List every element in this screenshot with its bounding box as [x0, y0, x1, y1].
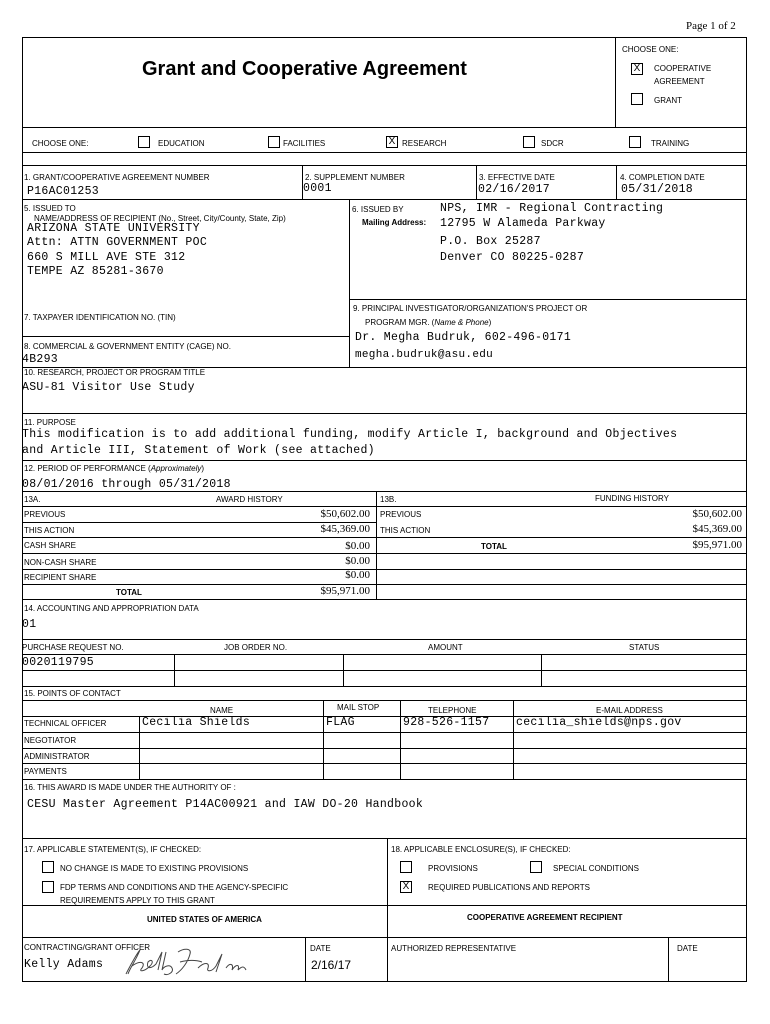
- effective-date: 02/16/2017: [478, 183, 551, 196]
- investigator-name-phone: Dr. Megha Budruk, 602-496-0171: [355, 331, 572, 344]
- contracting-officer-name: Kelly Adams: [24, 958, 104, 971]
- box5-label: 5. ISSUED TO: [24, 204, 76, 213]
- provisions-checkbox[interactable]: [400, 861, 412, 873]
- funding-previous-value: $50,602.00: [692, 508, 742, 520]
- award-total-value: $95,971.00: [320, 585, 370, 597]
- box1-label: 1. GRANT/COOPERATIVE AGREEMENT NUMBER: [24, 173, 210, 182]
- award-row-value: $50,602.00: [320, 508, 370, 520]
- award-row-label: CASH SHARE: [24, 541, 77, 550]
- box13b-label: 13B.: [380, 495, 397, 504]
- mailing-address-label: Mailing Address:: [362, 218, 427, 227]
- supplement-number: 0001: [303, 182, 332, 195]
- award-row-value: $45,369.00: [320, 523, 370, 535]
- grant-label: GRANT: [654, 96, 682, 105]
- issuer-line-1: NPS, IMR - Regional Contracting: [440, 202, 664, 215]
- issuer-line-2: 12795 W Alameda Parkway: [440, 217, 606, 230]
- recipient-date-label: DATE: [677, 944, 698, 953]
- box9-sublabel: PROGRAM MGR. (Name & Phone): [365, 318, 492, 327]
- funding-history-header: FUNDING HISTORY: [595, 494, 669, 503]
- box9-label: 9. PRINCIPAL INVESTIGATOR/ORGANIZATION'S PROJECT OR: [353, 304, 588, 313]
- training-label: TRAINING: [651, 139, 690, 148]
- poc-email-header: E-MAIL ADDRESS: [596, 706, 663, 715]
- agreement-number: P16AC01253: [27, 185, 100, 198]
- funding-this-action-label: THIS ACTION: [380, 526, 431, 535]
- box8-label: 8. COMMERCIAL & GOVERNMENT ENTITY (CAGE) NO.: [24, 342, 231, 351]
- poc-role: ADMINISTRATOR: [24, 752, 90, 761]
- no-change-label: NO CHANGE IS MADE TO EXISTING PROVISIONS: [60, 864, 249, 873]
- signature-date: 2/16/17: [311, 958, 352, 972]
- award-row-value: $0.00: [345, 555, 370, 567]
- issuer-line-3: P.O. Box 25287: [440, 235, 541, 248]
- purchase-request-number: 0020119795: [22, 656, 95, 669]
- funding-this-action-value: $45,369.00: [692, 523, 742, 535]
- fdp-terms-label-2: REQUIREMENTS APPLY TO THIS GRANT: [60, 896, 215, 905]
- box3-label: 3. EFFECTIVE DATE: [479, 173, 555, 182]
- date-label: DATE: [310, 944, 331, 953]
- special-conditions-checkbox[interactable]: [530, 861, 542, 873]
- choose-one-right-label: CHOOSE ONE:: [622, 45, 679, 54]
- box17-label: 17. APPLICABLE STATEMENT(S), IF CHECKED:: [24, 845, 202, 854]
- purpose-line-1: This modification is to add additional funding, modify Article I, background and Objectives: [22, 428, 678, 441]
- facilities-label: FACILITIES: [283, 139, 326, 148]
- cooperative-label-1: COOPERATIVE: [654, 64, 712, 73]
- form-title: Grant and Cooperative Agreement: [142, 58, 467, 80]
- recipient-line-1: ARIZONA STATE UNIVERSITY: [27, 222, 200, 235]
- handwritten-signature: [118, 944, 248, 980]
- box2-label: 2. SUPPLEMENT NUMBER: [305, 173, 405, 182]
- purpose-line-2: and Article III, Statement of Work (see attached): [22, 444, 375, 457]
- contracting-officer-label: CONTRACTING/GRANT OFFICER: [24, 943, 151, 952]
- box13a-label: 13A.: [24, 495, 41, 504]
- cage-number: 4B293: [22, 353, 59, 366]
- status-header: STATUS: [629, 643, 660, 652]
- required-publications-label: REQUIRED PUBLICATIONS AND REPORTS: [428, 883, 590, 892]
- period-of-performance: 08/01/2016 through 05/31/2018: [22, 478, 231, 491]
- box5-sublabel: NAME/ADDRESS OF RECIPIENT (No., Street, City/County, State, Zip): [34, 214, 286, 223]
- award-row-value: $0.00: [345, 540, 370, 552]
- box11-label: 11. PURPOSE: [24, 418, 76, 427]
- funding-total-value: $95,971.00: [692, 539, 742, 551]
- purchase-request-header: PURCHASE REQUEST NO.: [22, 643, 124, 652]
- box7-label: 7. TAXPAYER IDENTIFICATION NO. (TIN): [24, 313, 176, 322]
- issuer-line-4: Denver CO 80225-0287: [440, 251, 585, 264]
- provisions-label: PROVISIONS: [428, 864, 478, 873]
- job-order-header: JOB ORDER NO.: [224, 643, 288, 652]
- box6-label: 6. ISSUED BY: [352, 205, 404, 214]
- usa-label: UNITED STATES OF AMERICA: [147, 915, 262, 924]
- choose-one-label: CHOOSE ONE:: [32, 139, 89, 148]
- fdp-terms-label: FDP TERMS AND CONDITIONS AND THE AGENCY-SPECIFIC: [60, 883, 289, 892]
- training-checkbox[interactable]: [629, 136, 641, 148]
- page-label: Page 1 of 2: [686, 20, 736, 32]
- sdcr-checkbox[interactable]: [523, 136, 535, 148]
- cooperative-agreement-checkbox[interactable]: X: [631, 63, 643, 75]
- authority-text: CESU Master Agreement P14AC00921 and IAW DO-20 Handbook: [27, 798, 424, 811]
- no-change-checkbox[interactable]: [42, 861, 54, 873]
- poc-mail-header: MAIL STOP: [337, 703, 380, 712]
- research-checkbox[interactable]: X: [386, 136, 398, 148]
- facilities-checkbox[interactable]: [268, 136, 280, 148]
- poc-mail-stop: FLAG: [326, 716, 355, 729]
- poc-name-header: NAME: [210, 706, 234, 715]
- sdcr-label: SDCR: [541, 139, 564, 148]
- required-publications-checkbox[interactable]: X: [400, 881, 412, 893]
- funding-previous-label: PREVIOUS: [380, 510, 422, 519]
- poc-role: NEGOTIATOR: [24, 736, 77, 745]
- accounting-data: 01: [22, 618, 37, 631]
- authorized-representative-label: AUTHORIZED REPRESENTATIVE: [391, 944, 517, 953]
- poc-tel-header: TELEPHONE: [428, 706, 477, 715]
- recipient-line-2: Attn: ATTN GOVERNMENT POC: [27, 236, 208, 249]
- poc-role: TECHNICAL OFFICER: [24, 719, 107, 728]
- award-row-label: RECIPIENT SHARE: [24, 573, 97, 582]
- box16-label: 16. THIS AWARD IS MADE UNDER THE AUTHORITY OF :: [24, 783, 236, 792]
- education-checkbox[interactable]: [138, 136, 150, 148]
- award-total-label: TOTAL: [116, 588, 142, 597]
- cooperative-label-2: AGREEMENT: [654, 77, 705, 86]
- award-row-value: $0.00: [345, 569, 370, 581]
- recipient-line-3: 660 S MILL AVE STE 312: [27, 251, 186, 264]
- award-row-label: NON-CASH SHARE: [24, 558, 97, 567]
- recipient-label: COOPERATIVE AGREEMENT RECIPIENT: [467, 913, 623, 922]
- amount-header: AMOUNT: [428, 643, 463, 652]
- grant-checkbox[interactable]: [631, 93, 643, 105]
- box4-label: 4. COMPLETION DATE: [620, 173, 705, 182]
- project-title: ASU-81 Visitor Use Study: [22, 381, 195, 394]
- award-row-label: PREVIOUS: [24, 510, 66, 519]
- poc-name: Cecilia Shields: [142, 716, 251, 729]
- box14-label: 14. ACCOUNTING AND APPROPRIATION DATA: [24, 604, 199, 613]
- box10-label: 10. RESEARCH, PROJECT OR PROGRAM TITLE: [24, 368, 206, 377]
- poc-telephone: 928-526-1157: [403, 716, 490, 729]
- poc-role: PAYMENTS: [24, 767, 67, 776]
- funding-total-label: TOTAL: [481, 542, 507, 551]
- fdp-terms-checkbox[interactable]: [42, 881, 54, 893]
- completion-date: 05/31/2018: [621, 183, 694, 196]
- poc-email: cecilia_shields@nps.gov: [516, 716, 682, 729]
- award-history-header: AWARD HISTORY: [216, 495, 283, 504]
- special-conditions-label: SPECIAL CONDITIONS: [553, 864, 639, 873]
- box18-label: 18. APPLICABLE ENCLOSURE(S), IF CHECKED:: [391, 845, 571, 854]
- investigator-email: megha.budruk@asu.edu: [355, 349, 494, 361]
- box12-label: 12. PERIOD OF PERFORMANCE (Approximately): [24, 464, 205, 473]
- award-row-label: THIS ACTION: [24, 526, 75, 535]
- research-label: RESEARCH: [402, 139, 447, 148]
- box15-label: 15. POINTS OF CONTACT: [24, 689, 121, 698]
- education-label: EDUCATION: [158, 139, 205, 148]
- recipient-line-4: TEMPE AZ 85281-3670: [27, 265, 164, 278]
